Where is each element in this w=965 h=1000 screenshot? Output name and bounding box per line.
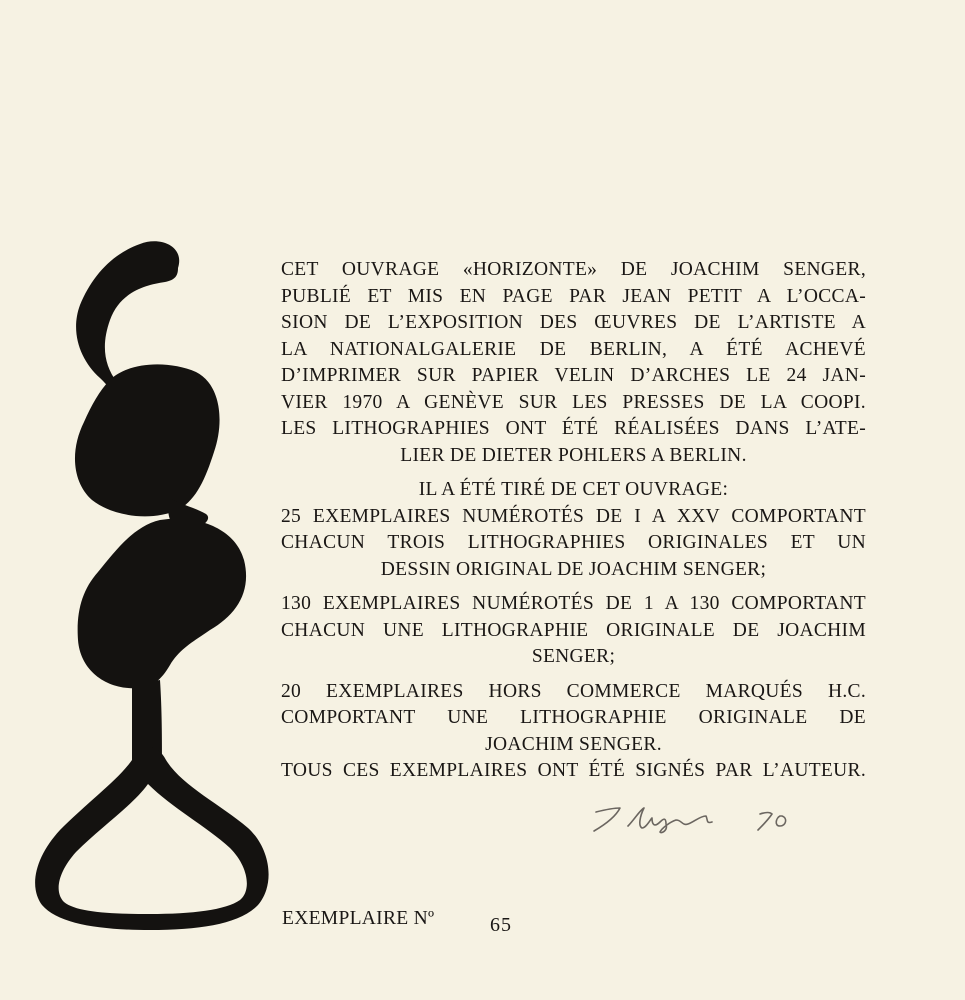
edition-line: JOACHIM SENGER.: [485, 733, 662, 755]
exemplaire-label: EXEMPLAIRE Nº: [282, 908, 435, 929]
edition-line: 20 EXEMPLAIRES HORS COMMERCE MARQUÉS H.C.: [281, 680, 866, 702]
edition-line: CHACUN TROIS LITHOGRAPHIES ORIGINALES ET UN: [281, 532, 866, 553]
edition-line: 130 EXEMPLAIRES NUMÉROTÉS DE 1 A 130 COMPORTANT: [281, 593, 866, 614]
edition-line: DESSIN ORIGINAL DE JOACHIM SENGER;: [380, 558, 767, 580]
closing-line: TOUS CES EXEMPLAIRES ONT ÉTÉ SIGNÉS PAR L’AUTEUR.: [281, 760, 866, 781]
colophon-line: CET OUVRAGE «HORIZONTE» DE JOACHIM SENGER,: [281, 259, 866, 280]
edition-line: 25 EXEMPLAIRES NUMÉROTÉS DE I A XXV COMPORTANT: [281, 505, 866, 527]
colophon-line: PUBLIÉ ET MIS EN PAGE PAR JEAN PETIT A L’OCCA-: [281, 285, 866, 307]
edition-line: SENGER;: [531, 646, 616, 667]
edition-heading: IL A ÉTÉ TIRÉ DE CET OUVRAGE:: [418, 479, 729, 500]
colophon-line: LA NATIONALGALERIE DE BERLIN, A ÉTÉ ACHEVÉ: [281, 338, 866, 360]
colophon-line: D’IMPRIMER SUR PAPIER VELIN D’ARCHES LE 24 JAN-: [281, 365, 866, 386]
colophon-line: VIER 1970 A GENÈVE SUR LES PRESSES DE LA COOPI.: [281, 391, 866, 413]
edition-line: CHACUN UNE LITHOGRAPHIE ORIGINALE DE JOACHIM: [281, 619, 866, 641]
colophon-text: [281, 257, 866, 785]
edition-line: COMPORTANT UNE LITHOGRAPHIE ORIGINALE DE: [281, 707, 866, 728]
exemplaire-number: 65: [490, 914, 512, 936]
colophon-line: SION DE L’EXPOSITION DES ŒUVRES DE L’ARTISTE A: [281, 312, 866, 333]
colophon-line: LES LITHOGRAPHIES ONT ÉTÉ RÉALISÉES DANS L’ATE-: [281, 418, 866, 439]
colophon-line: LIER DE DIETER POHLERS A BERLIN.: [400, 444, 747, 466]
handwritten-signature: [590, 798, 800, 840]
